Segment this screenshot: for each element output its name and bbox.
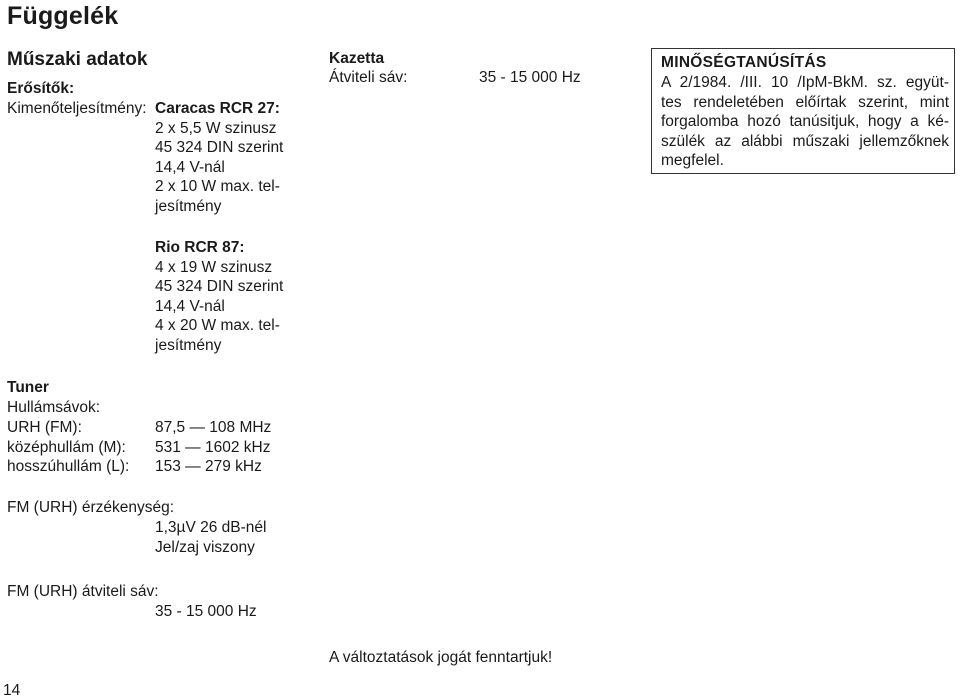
fm-sensitivity-values — [155, 518, 266, 557]
certification-title: MINŐSÉGTANÚSÍTÁS — [661, 54, 827, 71]
band-label-fm: URH (FM): — [7, 419, 82, 436]
fm-sensitivity-line: Jel/zaj viszony — [155, 538, 255, 556]
caracas-model: Caracas RCR 27: — [155, 100, 280, 117]
footer-note: A változtatások jogát fenntartjuk! — [329, 649, 553, 666]
cassette-heading: Kazetta — [329, 50, 385, 67]
cassette-bandwidth-value: 35 - 15 000 Hz — [479, 69, 581, 86]
fm-sensitivity-label: FM (URH) érzékenység: — [7, 499, 175, 516]
bands-label: Hullámsávok: — [7, 399, 101, 416]
certification-line: forgalomba hozó tanúsitjuk, hogy a ké- — [661, 113, 949, 131]
caracas-specs — [155, 99, 283, 217]
band-label-mw: középhullám (M): — [7, 439, 126, 456]
certification-line: A 2/1984. /III. 10 /IpM-BkM. sz. együt- — [661, 74, 949, 91]
certification-line: tes rendeletében előírtak szerint, mint — [661, 93, 949, 111]
rio-spec-line: 14,4 V-nál — [155, 297, 225, 315]
caracas-spec-line: jesítmény — [155, 197, 222, 215]
tuner-heading: Tuner — [7, 379, 49, 396]
band-label-lw: hosszúhullám (L): — [7, 458, 130, 475]
rio-model: Rio RCR 87: — [155, 239, 245, 256]
band-value-fm: 87,5 — 108 MHz — [155, 419, 272, 436]
band-value-mw: 531 — 1602 kHz — [155, 439, 271, 456]
rio-spec-line: 4 x 20 W max. tel- — [155, 317, 280, 335]
certification-text — [661, 73, 949, 171]
caracas-spec-line: 2 x 5,5 W szinusz — [155, 119, 277, 137]
rio-specs — [155, 238, 283, 356]
band-value-lw: 153 — 279 kHz — [155, 458, 262, 475]
caracas-spec-line: 45 324 DIN szerint — [155, 139, 284, 157]
amplifiers-heading: Erősítők: — [7, 80, 75, 97]
certification-line: megfelel. — [661, 152, 724, 170]
cassette-bandwidth-label: Átviteli sáv: — [329, 69, 408, 86]
rio-spec-line: jesítmény — [155, 336, 222, 354]
fm-bandwidth-label: FM (URH) átviteli sáv: — [7, 583, 159, 600]
rio-spec-line: 4 x 19 W szinusz — [155, 258, 273, 276]
page-title: Függelék — [7, 2, 119, 30]
page-number: 14 — [3, 682, 21, 699]
fm-bandwidth-value: 35 - 15 000 Hz — [155, 603, 257, 620]
specs-title: Műszaki adatok — [7, 49, 148, 70]
output-power-label: Kimenőteljesítmény: — [7, 100, 147, 117]
fm-sensitivity-line: 1,3µV 26 dB-nél — [155, 519, 267, 536]
caracas-spec-line: 2 x 10 W max. tel- — [155, 178, 280, 196]
certification-box — [651, 48, 955, 174]
rio-spec-line: 45 324 DIN szerint — [155, 278, 284, 296]
caracas-spec-line: 14,4 V-nál — [155, 158, 225, 176]
certification-line: szülék az alábbi műszaki jellemzőknek — [661, 132, 949, 150]
